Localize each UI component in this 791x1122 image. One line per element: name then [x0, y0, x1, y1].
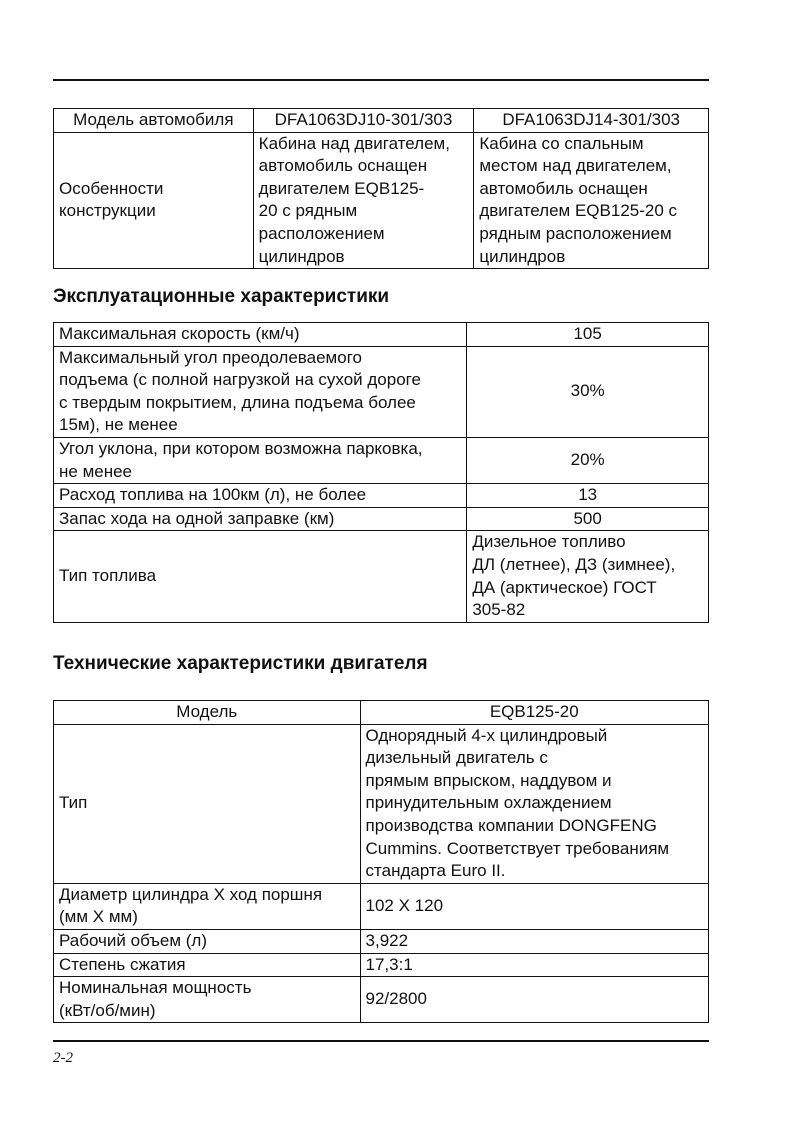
section-heading-engine: Технические характеристики двигателя: [53, 653, 428, 674]
row-value: Дизельное топливо ДЛ (летнее), ДЗ (зимнее), ДА (арктическое) ГОСТ 305-82: [467, 531, 709, 622]
table-row: [54, 531, 709, 622]
table-row: [54, 132, 709, 269]
row-value: 30%: [467, 346, 709, 437]
table-row: [54, 484, 709, 508]
row-label: Степень сжатия: [54, 953, 361, 977]
row-value: 3,922: [360, 929, 708, 953]
row-label: Максимальная скорость (км/ч): [54, 323, 467, 347]
table-row: [54, 437, 709, 483]
table-header-cell: DFA1063DJ14-301/303: [474, 109, 709, 133]
row-label: Запас хода на одной заправке (км): [54, 507, 467, 531]
row-label: Номинальная мощность (кВт/об/мин): [54, 977, 361, 1023]
table-row: [54, 346, 709, 437]
row-value: 500: [467, 507, 709, 531]
table-row: [54, 323, 709, 347]
row-label: Максимальный угол преодолеваемого подъема (с полной нагрузкой на сухой дороге с твердым покрытием, длина подъема более 15м), не менее: [54, 346, 467, 437]
row-value: 92/2800: [360, 977, 708, 1023]
row-value: 105: [467, 323, 709, 347]
row-value: 20%: [467, 437, 709, 483]
row-value: 17,3:1: [360, 953, 708, 977]
row-value: 13: [467, 484, 709, 508]
row-label: Особенности конструкции: [54, 132, 254, 269]
row-value: 102 Х 120: [360, 883, 708, 929]
table-row: [54, 507, 709, 531]
table-cell: Кабина над двигателем, автомобиль оснащен двигателем EQB125- 20 с рядным расположением цилиндров: [253, 132, 474, 269]
table-cell: Кабина со спальным местом над двигателем, автомобиль оснащен двигателем EQB125-20 с рядным расположением цилиндров: [474, 132, 709, 269]
table-row: [54, 109, 709, 133]
section-heading-operational: Эксплуатационные характеристики: [53, 286, 390, 307]
row-label: Расход топлива на 100км (л), не более: [54, 484, 467, 508]
header-rule: [53, 79, 709, 81]
row-value: Однорядный 4-х цилиндровый дизельный двигатель с прямым впрыском, наддувом и принудительным охлаждением производства компании DONGFENG Cummins. Соответствует требованиям стандарта Euro II.: [360, 724, 708, 883]
footer-rule: [53, 1040, 709, 1042]
table-row: [54, 977, 709, 1023]
table-row: [54, 929, 709, 953]
table-row: [54, 953, 709, 977]
table-header-cell: Модель автомобиля: [54, 109, 254, 133]
engine-specs-table: [53, 700, 709, 1023]
table-header-cell: Модель: [54, 701, 361, 725]
table-header-cell: DFA1063DJ10-301/303: [253, 109, 474, 133]
row-label: Диаметр цилиндра Х ход поршня (мм Х мм): [54, 883, 361, 929]
table-row: [54, 701, 709, 725]
row-label: Тип: [54, 724, 361, 883]
operational-specs-table: [53, 322, 709, 623]
table-row: [54, 883, 709, 929]
row-label: Рабочий объем (л): [54, 929, 361, 953]
row-label: Тип топлива: [54, 531, 467, 622]
vehicle-models-table: [53, 108, 709, 269]
table-row: [54, 724, 709, 883]
row-label: Угол уклона, при котором возможна парковка, не менее: [54, 437, 467, 483]
page-number: 2-2: [53, 1050, 73, 1066]
table-header-cell: EQB125-20: [360, 701, 708, 725]
